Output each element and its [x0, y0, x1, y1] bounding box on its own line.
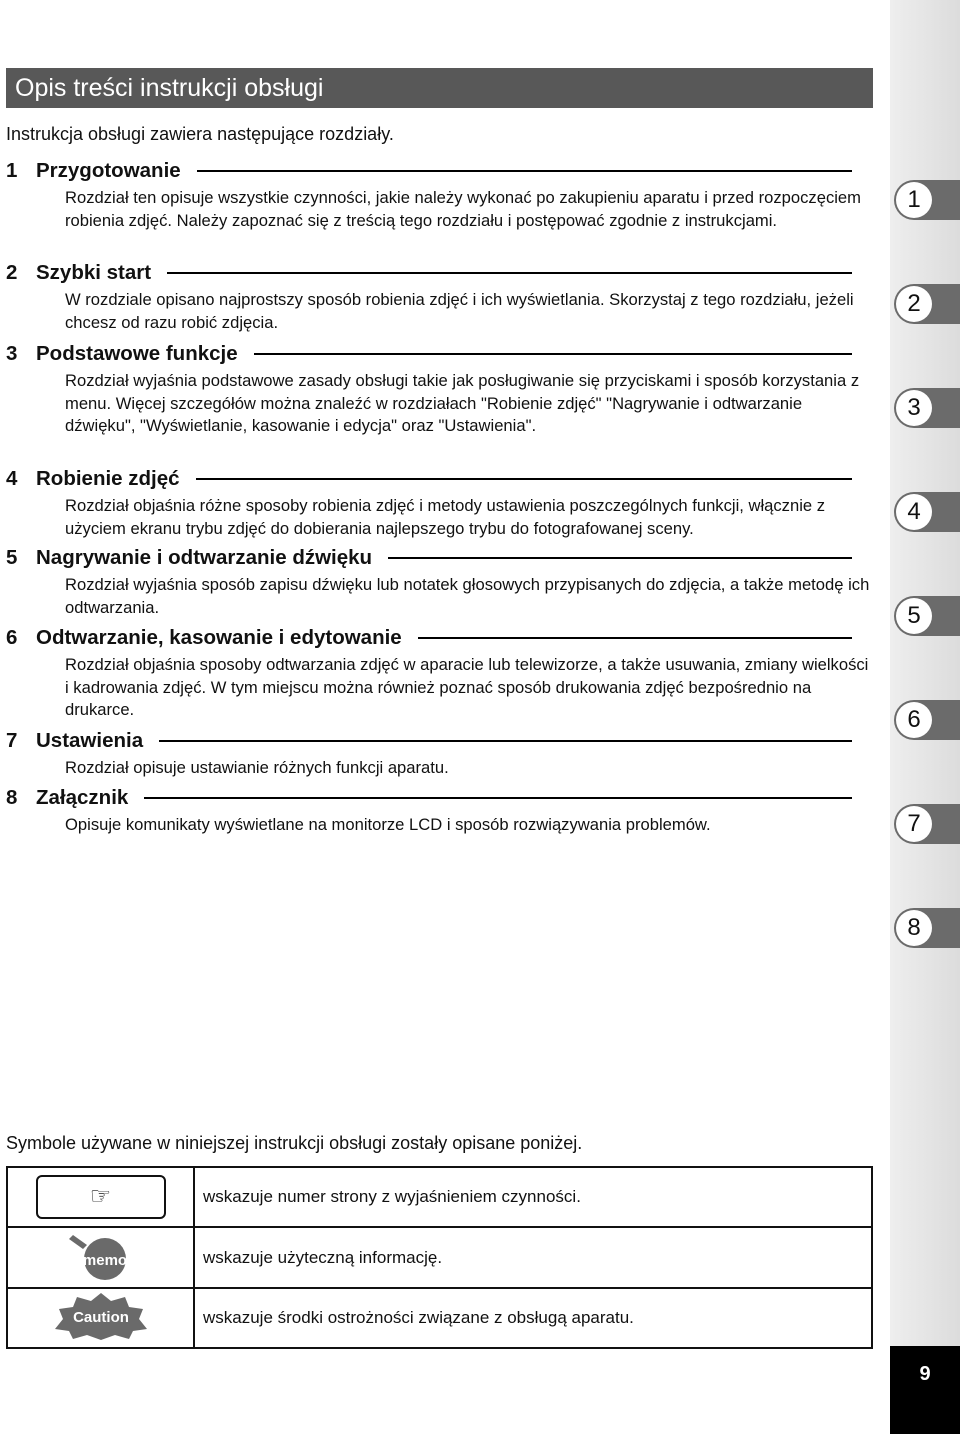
chapter-description: Rozdział objaśnia różne sposoby robienia zdjęć i metody ustawienia poszczególnych funkcji, włącznie z użyciem ekranu trybu zdjęć do dobierania najlepszego trybu do fotografowanej sceny. — [65, 496, 826, 538]
symbol-cell — [7, 1167, 194, 1227]
symbols-table — [6, 1166, 873, 1349]
chapter-title: Ustawienia — [36, 729, 144, 752]
chapter-4 — [6, 466, 870, 540]
chapter-tab-4[interactable] — [894, 492, 960, 532]
caution-icon — [51, 1291, 151, 1341]
chapter-number: 7 — [6, 729, 18, 752]
chapter-rule — [418, 637, 852, 639]
chapter-rule — [254, 353, 852, 355]
chapter-title: Robienie zdjęć — [36, 467, 180, 490]
chapter-title: Załącznik — [36, 786, 129, 809]
symbol-description: wskazuje numer strony z wyjaśnieniem czynności. — [194, 1167, 872, 1227]
chapter-description: Rozdział wyjaśnia podstawowe zasady obsługi takie jak posługiwanie się przyciskami i sposób korzystania z menu. Więcej szczegółów można znaleźć w rozdziałach "Robienie zdjęć" "Nagrywanie i odtwarzanie dźwięku", "Wyświetlanie, kasowanie i edycja" oraz "Ustawienia". — [65, 371, 860, 435]
chapter-rule — [197, 170, 852, 172]
pointing-hand-icon: ☞ — [36, 1175, 166, 1219]
chapter-tab-number: 7 — [896, 806, 932, 842]
chapter-tab-2[interactable] — [894, 284, 960, 324]
chapter-tab-number: 6 — [896, 702, 932, 738]
chapter-tab-number: 3 — [896, 390, 932, 426]
chapter-title: Podstawowe funkcje — [36, 342, 238, 365]
page-title: Opis treści instrukcji obsługi — [6, 68, 873, 108]
symbols-intro: Symbole używane w niniejszej instrukcji obsługi zostały opisane poniżej. — [6, 1133, 583, 1153]
chapter-tab-number: 2 — [896, 286, 932, 322]
chapter-title: Nagrywanie i odtwarzanie dźwięku — [36, 546, 373, 569]
chapter-number: 8 — [6, 786, 18, 809]
chapter-description: W rozdziale opisano najprostszy sposób robienia zdjęć i ich wyświetlania. Skorzystaj z tego rozdziału, jeżeli chcesz od razu robić zdjęcia. — [65, 290, 854, 332]
chapter-8 — [6, 785, 870, 837]
chapter-tab-number: 5 — [896, 598, 932, 634]
symbol-cell — [7, 1227, 194, 1288]
chapter-title: Odtwarzanie, kasowanie i edytowanie — [36, 626, 402, 649]
chapter-tab-8[interactable] — [894, 908, 960, 948]
chapter-tab-6[interactable] — [894, 700, 960, 740]
memo-icon — [61, 1229, 141, 1281]
chapter-number: 6 — [6, 626, 18, 649]
caution-icon-label: Caution — [72, 1308, 129, 1326]
chapter-number: 4 — [6, 467, 18, 490]
chapter-number: 2 — [6, 261, 18, 284]
chapter-description: Opisuje komunikaty wyświetlane na monitorze LCD i sposób rozwiązywania problemów. — [65, 815, 711, 834]
chapter-tab-7[interactable] — [894, 804, 960, 844]
chapter-3 — [6, 341, 870, 438]
chapter-6 — [6, 625, 870, 722]
table-row — [7, 1167, 872, 1227]
chapter-title: Szybki start — [36, 261, 152, 284]
chapter-tab-number: 4 — [896, 494, 932, 530]
chapter-tab-3[interactable] — [894, 388, 960, 428]
chapter-7 — [6, 728, 870, 780]
symbol-cell — [7, 1288, 194, 1348]
intro-text: Instrukcja obsługi zawiera następujące rozdziały. — [6, 124, 394, 144]
table-row — [7, 1288, 872, 1348]
chapter-tab-number: 1 — [896, 182, 932, 218]
chapter-description: Rozdział opisuje ustawianie różnych funkcji aparatu. — [65, 758, 449, 777]
chapter-rule — [144, 797, 852, 799]
chapter-description: Rozdział objaśnia sposoby odtwarzania zdjęć w aparacie lub telewizorze, a także usuwania, zmiany wielkości i kadrowania zdjęć. W tym miejscu można również poznać sposób drukowania zdjęć bezpośrednio na drukarce. — [65, 655, 869, 719]
chapter-rule — [159, 740, 852, 742]
chapter-tab-1[interactable] — [894, 180, 960, 220]
chapter-1 — [6, 158, 870, 232]
chapter-5 — [6, 545, 870, 619]
chapter-2 — [6, 260, 870, 334]
chapter-rule — [167, 272, 852, 274]
chapter-description: Rozdział ten opisuje wszystkie czynności, jakie należy wykonać po zakupieniu aparatu i przed rozpoczęciem robienia zdjęć. Należy zapoznać się z treścią tego rozdziału i postępować zgodnie z instrukcjami. — [65, 188, 861, 230]
chapter-description: Rozdział wyjaśnia sposób zapisu dźwięku lub notatek głosowych przypisanych do zdjęcia, a także metodę ich odtwarzania. — [65, 575, 870, 617]
page-number: 9 — [890, 1346, 960, 1434]
chapter-number: 3 — [6, 342, 18, 365]
chapter-tab-5[interactable] — [894, 596, 960, 636]
symbol-description: wskazuje użyteczną informację. — [194, 1227, 872, 1288]
chapter-number: 1 — [6, 159, 18, 182]
chapter-title: Przygotowanie — [36, 159, 181, 182]
chapter-rule — [196, 478, 852, 480]
table-row — [7, 1227, 872, 1288]
chapter-number: 5 — [6, 546, 18, 569]
chapter-tab-number: 8 — [896, 910, 932, 946]
memo-icon-label: memo — [82, 1252, 127, 1269]
symbol-description: wskazuje środki ostrożności związane z obsługą aparatu. — [194, 1288, 872, 1348]
chapter-rule — [388, 557, 852, 559]
